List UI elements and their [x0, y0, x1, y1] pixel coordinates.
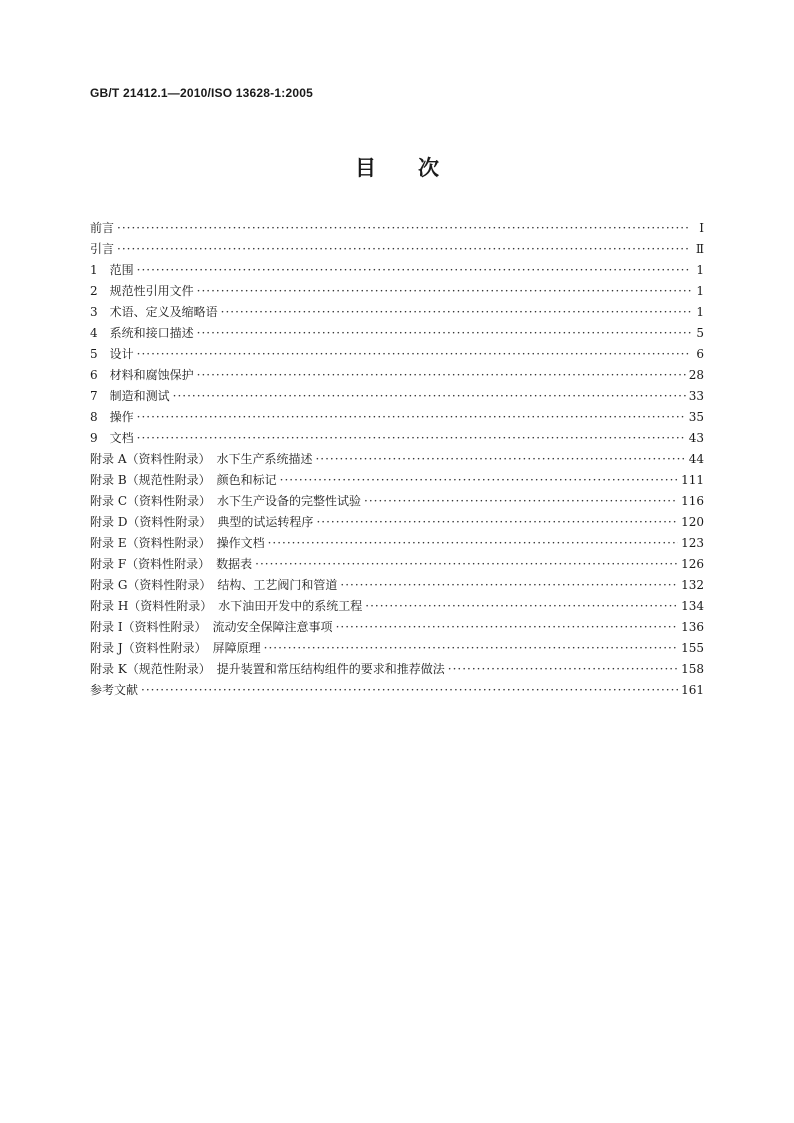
toc-entry-page: Ⅱ [695, 242, 704, 256]
toc-entry-label: 附录 E（资料性附录） 操作文档 [90, 536, 265, 550]
toc-entry[interactable] [90, 491, 704, 512]
toc-entry-label: 附录 J（资料性附录） 屏障原理 [90, 641, 261, 655]
toc-entry-page: 158 [681, 662, 704, 676]
toc-entry-label: 附录 C（资料性附录） 水下生产设备的完整性试验 [90, 494, 361, 508]
dot-leader [280, 470, 678, 491]
toc-entry-label: 8 操作 [90, 410, 134, 424]
toc-entry-label: 前言 [90, 221, 115, 235]
toc-entry[interactable] [90, 302, 704, 323]
toc-entry[interactable] [90, 617, 704, 638]
toc-entry-page: 33 [688, 389, 704, 403]
toc-entry[interactable] [90, 533, 704, 554]
toc-entry[interactable] [90, 470, 704, 491]
toc-entry[interactable] [90, 260, 704, 281]
toc-entry-label: 附录 F（资料性附录） 数据表 [90, 557, 253, 571]
toc-entry[interactable] [90, 386, 704, 407]
dot-leader [117, 239, 691, 260]
toc-entry-page: 1 [696, 263, 704, 277]
page-title: 目次 [355, 155, 481, 180]
toc-entry-page: 116 [681, 494, 704, 508]
toc-entry-label: 附录 H（资料性附录） 水下油田开发中的系统工程 [90, 599, 363, 613]
toc-entry[interactable] [90, 218, 704, 239]
toc-entry-label: 附录 K（规范性附录） 提升装置和常压结构组件的要求和推荐做法 [90, 662, 445, 676]
dot-leader [137, 428, 686, 449]
toc-entry-label: 4 系统和接口描述 [90, 326, 194, 340]
dot-leader [141, 680, 678, 701]
toc-entry[interactable] [90, 449, 704, 470]
toc-entry-page: 43 [688, 431, 704, 445]
toc-entry-label: 9 文档 [90, 431, 134, 445]
dot-leader [364, 491, 678, 512]
toc-entry-label: 1 范围 [90, 263, 134, 277]
toc-entry-page: 120 [681, 515, 704, 529]
dot-leader [137, 344, 691, 365]
toc-entry-label: 参考文献 [90, 683, 139, 697]
toc-entry[interactable] [90, 281, 704, 302]
dot-leader [137, 260, 691, 281]
toc-entry-page: 132 [681, 578, 704, 592]
dot-leader [264, 638, 678, 659]
toc-entry-page: 1 [696, 305, 704, 319]
toc-entry[interactable] [90, 344, 704, 365]
toc-entry[interactable] [90, 365, 704, 386]
toc-entry[interactable] [90, 680, 704, 701]
dot-leader [336, 617, 679, 638]
toc-entry[interactable] [90, 554, 704, 575]
toc-entry-page: 126 [681, 557, 704, 571]
dot-leader [448, 659, 678, 680]
toc-entry-page: 5 [696, 326, 704, 340]
dot-leader [137, 407, 686, 428]
toc-entry-page: 161 [681, 683, 704, 697]
dot-leader [117, 218, 691, 239]
toc-entry-label: 附录 G（资料性附录） 结构、工艺阀门和管道 [90, 578, 338, 592]
toc-entry-page: 123 [681, 536, 704, 550]
toc-entry-label: 附录 D（资料性附录） 典型的试运转程序 [90, 515, 314, 529]
toc-entry-page: 35 [688, 410, 704, 424]
dot-leader [268, 533, 679, 554]
toc-entry-page: 155 [681, 641, 704, 655]
toc-entry[interactable] [90, 239, 704, 260]
toc-entry-page: 136 [681, 620, 704, 634]
dot-leader [173, 386, 686, 407]
dot-leader [316, 512, 678, 533]
toc-entry-page: 111 [681, 473, 704, 487]
toc-entry[interactable] [90, 407, 704, 428]
toc-entry-page: Ⅰ [699, 221, 704, 235]
toc-entry-label: 附录 A（资料性附录） 水下生产系统描述 [90, 452, 313, 466]
dot-leader [197, 281, 691, 302]
dot-leader [221, 302, 691, 323]
dot-leader [197, 365, 686, 386]
toc-entry-label: 6 材料和腐蚀保护 [90, 368, 194, 382]
toc-entry[interactable] [90, 575, 704, 596]
dot-leader [315, 449, 685, 470]
toc-entry-label: 引言 [90, 242, 115, 256]
toc-entry-label: 5 设计 [90, 347, 134, 361]
toc-entry-label: 2 规范性引用文件 [90, 284, 194, 298]
toc-entry[interactable] [90, 323, 704, 344]
toc-entry[interactable] [90, 638, 704, 659]
toc-entry[interactable] [90, 659, 704, 680]
dot-leader [197, 323, 691, 344]
toc-entry-page: 134 [681, 599, 704, 613]
table-of-contents [90, 218, 704, 701]
toc-entry-label: 3 术语、定义及缩略语 [90, 305, 218, 319]
dot-leader [365, 596, 678, 617]
toc-entry-page: 1 [696, 284, 704, 298]
standard-number-header: GB/T 21412.1—2010/ISO 13628-1:2005 [90, 86, 313, 100]
toc-entry[interactable] [90, 428, 704, 449]
toc-entry-label: 附录 B（规范性附录） 颜色和标记 [90, 473, 277, 487]
toc-entry-page: 44 [688, 452, 704, 466]
toc-entry[interactable] [90, 596, 704, 617]
toc-entry-page: 28 [688, 368, 704, 382]
toc-entry-label: 附录 I（资料性附录） 流动安全保障注意事项 [90, 620, 333, 634]
dot-leader [340, 575, 678, 596]
toc-entry[interactable] [90, 512, 704, 533]
toc-entry-page: 6 [696, 347, 704, 361]
toc-entry-label: 7 制造和测试 [90, 389, 170, 403]
dot-leader [255, 554, 678, 575]
